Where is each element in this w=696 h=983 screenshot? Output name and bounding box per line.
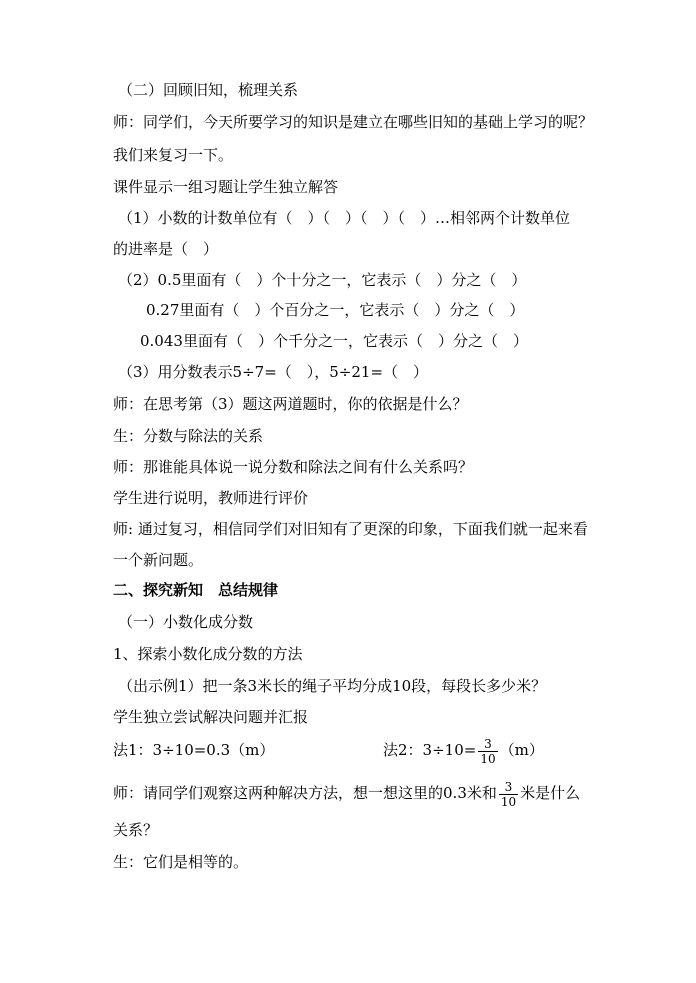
text-line: 一个新问题。 (113, 551, 204, 569)
teacher-question-suffix: 米是什么 (520, 784, 581, 802)
fraction-numerator: 3 (484, 736, 492, 751)
text-line: 师：在思考第（3）题这两道题时，你的依据是什么？ (113, 395, 468, 413)
method-2-suffix: （m） (499, 741, 544, 759)
exercise-1-line-2: 的进率是（ ） (113, 240, 219, 258)
text-line: 生：分数与除法的关系 (113, 427, 264, 445)
method-1: 法1：3÷10=0.3（m） (113, 741, 275, 759)
method-2-prefix: 法2：3÷10= (383, 741, 477, 759)
exercise-3-line: （3）用分数表示5÷7=（ ），5÷21=（ ） (118, 363, 429, 381)
fraction-denominator: 10 (500, 794, 517, 809)
text-line: 课件显示一组习题让学生独立解答 (113, 178, 339, 196)
section-heading-explore: 二、探究新知 总结规律 (113, 581, 279, 599)
example-1-line: （出示例1）把一条3米长的绳子平均分成10段，每段长多少米？ (118, 677, 547, 695)
text-line: 我们来复习一下。 (113, 146, 234, 164)
teacher-question-continuation: 关系？ (113, 821, 159, 839)
fraction-denominator: 10 (480, 751, 496, 766)
method-2 (383, 733, 544, 767)
exercise-2-line-2: 0.27里面有（ ）个百分之一，它表示（ ）分之（ ） (146, 301, 525, 319)
text-line: 1、探索小数化成分数的方法 (113, 645, 303, 663)
subsection-heading: （一）小数化成分数 (118, 613, 254, 631)
teacher-question (113, 776, 580, 810)
exercise-2-line-1: （2）0.5里面有（ ）个十分之一，它表示（ ）分之（ ） (118, 271, 527, 289)
fraction (478, 737, 497, 766)
text-line: 师: 通过复习，相信同学们对旧知有了更深的印象，下面我们就一起来看 (113, 520, 588, 538)
text-line: 学生进行说明，教师进行评价 (113, 489, 309, 507)
text-line: 师：同学们，今天所要学习的知识是建立在哪些旧知的基础上学习的呢？ (113, 113, 594, 131)
fraction-numerator: 3 (504, 779, 513, 794)
exercise-2-line-3: 0.043里面有（ ）个千分之一，它表示（ ）分之（ ） (140, 332, 528, 350)
teacher-question-prefix: 师：请同学们观察这两种解决方法，想一想这里的0.3米和 (113, 784, 497, 802)
section-heading-review: （二）回顾旧知，梳理关系 (118, 81, 299, 99)
text-line: 学生独立尝试解决问题并汇报 (113, 708, 309, 726)
fraction (499, 780, 518, 809)
student-answer: 生：它们是相等的。 (113, 853, 249, 871)
exercise-1-line-1: （1）小数的计数单位有（ ）（ ）（ ）（ ）…相邻两个计数单位 (118, 209, 571, 227)
text-line: 师：那谁能具体说一说分数和除法之间有什么关系吗？ (113, 458, 474, 476)
